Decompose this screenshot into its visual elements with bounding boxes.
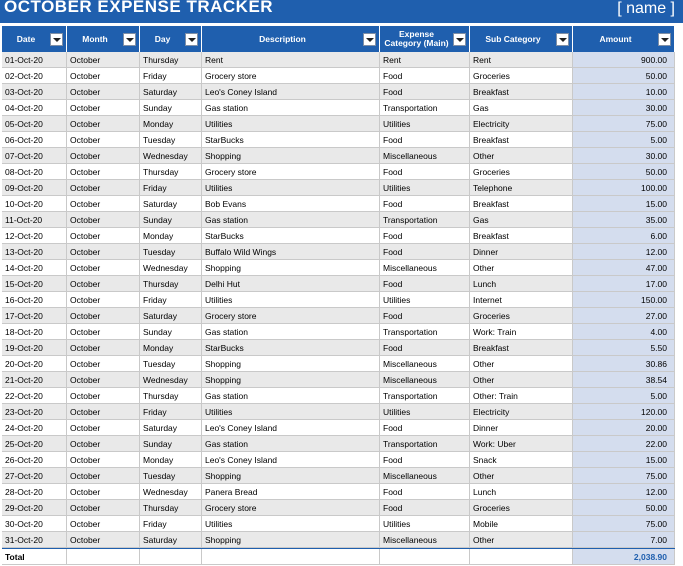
- subcategory-cell[interactable]: Internet: [470, 292, 573, 308]
- month-cell[interactable]: October: [67, 388, 140, 404]
- total-label: Total: [2, 549, 67, 565]
- filter-dropdown-icon[interactable]: [123, 33, 136, 46]
- table-row: [2, 532, 675, 548]
- table-row: [2, 228, 675, 244]
- month-cell[interactable]: October: [67, 116, 140, 132]
- description-cell[interactable]: Utilities: [202, 404, 380, 420]
- table-row: [2, 500, 675, 516]
- description-cell[interactable]: Gas station: [202, 212, 380, 228]
- month-cell[interactable]: October: [67, 164, 140, 180]
- description-cell[interactable]: Shopping: [202, 356, 380, 372]
- subcategory-cell[interactable]: Electricity: [470, 404, 573, 420]
- date-cell[interactable]: 27-Oct-20: [2, 468, 67, 484]
- amount-cell[interactable]: 12.00: [573, 244, 675, 260]
- date-cell[interactable]: 31-Oct-20: [2, 532, 67, 548]
- day-cell[interactable]: Wednesday: [140, 260, 202, 276]
- day-cell[interactable]: Sunday: [140, 100, 202, 116]
- category-cell[interactable]: Food: [380, 132, 470, 148]
- description-cell[interactable]: Bob Evans: [202, 196, 380, 212]
- date-cell[interactable]: 19-Oct-20: [2, 340, 67, 356]
- name-field[interactable]: [ name ]: [617, 0, 675, 17]
- amount-cell[interactable]: 5.50: [573, 340, 675, 356]
- day-cell[interactable]: Tuesday: [140, 244, 202, 260]
- total-row: [2, 548, 675, 565]
- subcategory-cell[interactable]: Telephone: [470, 180, 573, 196]
- day-cell[interactable]: Friday: [140, 404, 202, 420]
- subcategory-cell[interactable]: Breakfast: [470, 132, 573, 148]
- date-cell[interactable]: 03-Oct-20: [2, 84, 67, 100]
- description-cell[interactable]: Delhi Hut: [202, 276, 380, 292]
- description-cell[interactable]: Grocery store: [202, 164, 380, 180]
- date-cell[interactable]: 07-Oct-20: [2, 148, 67, 164]
- month-cell[interactable]: October: [67, 148, 140, 164]
- category-cell[interactable]: Transportation: [380, 388, 470, 404]
- date-cell[interactable]: 10-Oct-20: [2, 196, 67, 212]
- description-cell[interactable]: Leo's Coney Island: [202, 420, 380, 436]
- description-cell[interactable]: Rent: [202, 52, 380, 68]
- description-cell[interactable]: Grocery store: [202, 308, 380, 324]
- table-row: [2, 388, 675, 404]
- category-cell[interactable]: Food: [380, 276, 470, 292]
- table-row: [2, 212, 675, 228]
- date-cell[interactable]: 17-Oct-20: [2, 308, 67, 324]
- amount-cell[interactable]: 22.00: [573, 436, 675, 452]
- date-cell[interactable]: 11-Oct-20: [2, 212, 67, 228]
- month-cell[interactable]: October: [67, 436, 140, 452]
- category-cell[interactable]: Food: [380, 84, 470, 100]
- subcategory-cell[interactable]: Mobile: [470, 516, 573, 532]
- day-cell[interactable]: Monday: [140, 116, 202, 132]
- table-row: [2, 468, 675, 484]
- category-cell[interactable]: Food: [380, 340, 470, 356]
- amount-cell[interactable]: 35.00: [573, 212, 675, 228]
- table-row: [2, 196, 675, 212]
- expense-table: [2, 26, 675, 565]
- category-cell[interactable]: Utilities: [380, 404, 470, 420]
- subcategory-cell[interactable]: Other: [470, 532, 573, 548]
- subcategory-cell[interactable]: Breakfast: [470, 228, 573, 244]
- month-cell[interactable]: October: [67, 420, 140, 436]
- month-cell[interactable]: October: [67, 244, 140, 260]
- date-cell[interactable]: 25-Oct-20: [2, 436, 67, 452]
- subcategory-cell[interactable]: Lunch: [470, 276, 573, 292]
- category-cell[interactable]: Food: [380, 228, 470, 244]
- table-row: [2, 276, 675, 292]
- description-cell[interactable]: Utilities: [202, 516, 380, 532]
- description-cell[interactable]: Shopping: [202, 532, 380, 548]
- description-cell[interactable]: Shopping: [202, 372, 380, 388]
- table-row: [2, 68, 675, 84]
- description-cell[interactable]: Buffalo Wild Wings: [202, 244, 380, 260]
- day-cell[interactable]: Friday: [140, 292, 202, 308]
- category-cell[interactable]: Transportation: [380, 436, 470, 452]
- date-cell[interactable]: 29-Oct-20: [2, 500, 67, 516]
- month-cell[interactable]: October: [67, 276, 140, 292]
- subcategory-cell[interactable]: Work: Train: [470, 324, 573, 340]
- day-cell[interactable]: Tuesday: [140, 356, 202, 372]
- subcategory-cell[interactable]: Dinner: [470, 244, 573, 260]
- amount-cell[interactable]: 5.00: [573, 132, 675, 148]
- table-row: [2, 116, 675, 132]
- category-cell[interactable]: Miscellaneous: [380, 532, 470, 548]
- day-cell[interactable]: Thursday: [140, 500, 202, 516]
- table-row: [2, 356, 675, 372]
- filter-dropdown-icon[interactable]: [363, 33, 376, 46]
- category-cell[interactable]: Food: [380, 244, 470, 260]
- category-cell[interactable]: Food: [380, 68, 470, 84]
- amount-cell[interactable]: 12.00: [573, 484, 675, 500]
- month-cell[interactable]: October: [67, 468, 140, 484]
- day-cell[interactable]: Thursday: [140, 52, 202, 68]
- category-cell[interactable]: Rent: [380, 52, 470, 68]
- category-cell[interactable]: Utilities: [380, 116, 470, 132]
- table-row: [2, 292, 675, 308]
- amount-cell[interactable]: 38.54: [573, 372, 675, 388]
- day-cell[interactable]: Sunday: [140, 436, 202, 452]
- description-cell[interactable]: Gas station: [202, 100, 380, 116]
- amount-cell[interactable]: 17.00: [573, 276, 675, 292]
- amount-cell[interactable]: 30.00: [573, 100, 675, 116]
- month-cell[interactable]: October: [67, 180, 140, 196]
- title-bar: [0, 0, 683, 23]
- table-row: [2, 100, 675, 116]
- month-cell[interactable]: October: [67, 68, 140, 84]
- subcategory-cell[interactable]: Other: [470, 372, 573, 388]
- table-row: [2, 404, 675, 420]
- category-cell[interactable]: Food: [380, 308, 470, 324]
- day-cell[interactable]: Saturday: [140, 196, 202, 212]
- filter-dropdown-icon[interactable]: [185, 33, 198, 46]
- subcategory-cell[interactable]: Work: Uber: [470, 436, 573, 452]
- description-cell[interactable]: Gas station: [202, 388, 380, 404]
- category-cell[interactable]: Transportation: [380, 324, 470, 340]
- filter-dropdown-icon[interactable]: [453, 33, 466, 46]
- category-cell[interactable]: Utilities: [380, 180, 470, 196]
- table-row: [2, 484, 675, 500]
- table-row: [2, 452, 675, 468]
- date-cell[interactable]: 30-Oct-20: [2, 516, 67, 532]
- month-cell[interactable]: October: [67, 404, 140, 420]
- description-cell[interactable]: Gas station: [202, 436, 380, 452]
- month-cell[interactable]: October: [67, 100, 140, 116]
- day-cell[interactable]: Friday: [140, 180, 202, 196]
- date-cell[interactable]: 05-Oct-20: [2, 116, 67, 132]
- amount-cell[interactable]: 30.86: [573, 356, 675, 372]
- category-cell[interactable]: Miscellaneous: [380, 468, 470, 484]
- subcategory-cell[interactable]: Other: [470, 148, 573, 164]
- date-cell[interactable]: 28-Oct-20: [2, 484, 67, 500]
- month-cell[interactable]: October: [67, 132, 140, 148]
- col-header-category: Expense Category (Main): [380, 26, 470, 52]
- description-cell[interactable]: StarBucks: [202, 340, 380, 356]
- day-cell[interactable]: Friday: [140, 516, 202, 532]
- table-row: [2, 132, 675, 148]
- month-cell[interactable]: October: [67, 500, 140, 516]
- table-row: [2, 84, 675, 100]
- amount-cell[interactable]: 20.00: [573, 420, 675, 436]
- category-cell[interactable]: Food: [380, 500, 470, 516]
- day-cell[interactable]: Wednesday: [140, 148, 202, 164]
- day-cell[interactable]: Sunday: [140, 324, 202, 340]
- table-row: [2, 164, 675, 180]
- date-cell[interactable]: 14-Oct-20: [2, 260, 67, 276]
- month-cell[interactable]: October: [67, 196, 140, 212]
- day-cell[interactable]: Wednesday: [140, 372, 202, 388]
- table-row: [2, 308, 675, 324]
- month-cell[interactable]: October: [67, 516, 140, 532]
- amount-cell[interactable]: 15.00: [573, 196, 675, 212]
- amount-cell[interactable]: 30.00: [573, 148, 675, 164]
- month-cell[interactable]: October: [67, 356, 140, 372]
- amount-cell[interactable]: 100.00: [573, 180, 675, 196]
- subcategory-cell[interactable]: Breakfast: [470, 196, 573, 212]
- category-cell[interactable]: Transportation: [380, 212, 470, 228]
- subcategory-cell[interactable]: Gas: [470, 212, 573, 228]
- day-cell[interactable]: Tuesday: [140, 468, 202, 484]
- day-cell[interactable]: Saturday: [140, 308, 202, 324]
- table-row: [2, 436, 675, 452]
- month-cell[interactable]: October: [67, 532, 140, 548]
- subcategory-cell[interactable]: Groceries: [470, 164, 573, 180]
- date-cell[interactable]: 06-Oct-20: [2, 132, 67, 148]
- date-cell[interactable]: 02-Oct-20: [2, 68, 67, 84]
- category-cell[interactable]: Utilities: [380, 516, 470, 532]
- date-cell[interactable]: 12-Oct-20: [2, 228, 67, 244]
- category-cell[interactable]: Miscellaneous: [380, 148, 470, 164]
- subcategory-cell[interactable]: Snack: [470, 452, 573, 468]
- amount-cell[interactable]: 6.00: [573, 228, 675, 244]
- description-cell[interactable]: Grocery store: [202, 500, 380, 516]
- table-row: [2, 180, 675, 196]
- description-cell[interactable]: Shopping: [202, 468, 380, 484]
- date-cell[interactable]: 26-Oct-20: [2, 452, 67, 468]
- col-header-day: Day: [140, 26, 202, 52]
- date-cell[interactable]: 20-Oct-20: [2, 356, 67, 372]
- amount-cell[interactable]: 120.00: [573, 404, 675, 420]
- filter-dropdown-icon[interactable]: [556, 33, 569, 46]
- amount-cell[interactable]: 4.00: [573, 324, 675, 340]
- description-cell[interactable]: Leo's Coney Island: [202, 452, 380, 468]
- col-header-description: Description: [202, 26, 380, 52]
- amount-cell[interactable]: 27.00: [573, 308, 675, 324]
- date-cell[interactable]: 22-Oct-20: [2, 388, 67, 404]
- subcategory-cell[interactable]: Rent: [470, 52, 573, 68]
- table-row: [2, 340, 675, 356]
- subcategory-cell[interactable]: Lunch: [470, 484, 573, 500]
- subcategory-cell[interactable]: Electricity: [470, 116, 573, 132]
- table-row: [2, 148, 675, 164]
- date-cell[interactable]: 16-Oct-20: [2, 292, 67, 308]
- day-cell[interactable]: Thursday: [140, 164, 202, 180]
- category-cell[interactable]: Food: [380, 164, 470, 180]
- amount-cell[interactable]: 75.00: [573, 116, 675, 132]
- month-cell[interactable]: October: [67, 452, 140, 468]
- category-cell[interactable]: Food: [380, 196, 470, 212]
- description-cell[interactable]: Gas station: [202, 324, 380, 340]
- amount-cell[interactable]: 900.00: [573, 52, 675, 68]
- day-cell[interactable]: Thursday: [140, 388, 202, 404]
- date-cell[interactable]: 08-Oct-20: [2, 164, 67, 180]
- category-cell[interactable]: Utilities: [380, 292, 470, 308]
- day-cell[interactable]: Wednesday: [140, 484, 202, 500]
- day-cell[interactable]: Monday: [140, 340, 202, 356]
- category-cell[interactable]: Miscellaneous: [380, 372, 470, 388]
- month-cell[interactable]: October: [67, 84, 140, 100]
- month-cell[interactable]: October: [67, 324, 140, 340]
- amount-cell[interactable]: 15.00: [573, 452, 675, 468]
- date-cell[interactable]: 09-Oct-20: [2, 180, 67, 196]
- table-row: [2, 52, 675, 68]
- category-cell[interactable]: Food: [380, 420, 470, 436]
- subcategory-cell[interactable]: Gas: [470, 100, 573, 116]
- table-row: [2, 372, 675, 388]
- sheet-title: OCTOBER EXPENSE TRACKER: [4, 0, 274, 16]
- subcategory-cell[interactable]: Other: [470, 468, 573, 484]
- description-cell[interactable]: Utilities: [202, 116, 380, 132]
- day-cell[interactable]: Saturday: [140, 420, 202, 436]
- amount-cell[interactable]: 10.00: [573, 84, 675, 100]
- month-cell[interactable]: October: [67, 308, 140, 324]
- col-header-amount: Amount: [573, 26, 675, 52]
- day-cell[interactable]: Monday: [140, 228, 202, 244]
- subcategory-cell[interactable]: Groceries: [470, 308, 573, 324]
- category-cell[interactable]: Miscellaneous: [380, 356, 470, 372]
- description-cell[interactable]: StarBucks: [202, 132, 380, 148]
- date-cell[interactable]: 04-Oct-20: [2, 100, 67, 116]
- amount-cell[interactable]: 7.00: [573, 532, 675, 548]
- month-cell[interactable]: October: [67, 212, 140, 228]
- month-cell[interactable]: October: [67, 52, 140, 68]
- description-cell[interactable]: StarBucks: [202, 228, 380, 244]
- amount-cell[interactable]: 150.00: [573, 292, 675, 308]
- month-cell[interactable]: October: [67, 260, 140, 276]
- description-cell[interactable]: Shopping: [202, 148, 380, 164]
- subcategory-cell[interactable]: Dinner: [470, 420, 573, 436]
- day-cell[interactable]: Thursday: [140, 276, 202, 292]
- subcategory-cell[interactable]: Breakfast: [470, 84, 573, 100]
- subcategory-cell[interactable]: Groceries: [470, 500, 573, 516]
- table-header: [2, 26, 675, 52]
- category-cell[interactable]: Miscellaneous: [380, 260, 470, 276]
- date-cell[interactable]: 18-Oct-20: [2, 324, 67, 340]
- day-cell[interactable]: Sunday: [140, 212, 202, 228]
- col-header-month: Month: [67, 26, 140, 52]
- amount-cell[interactable]: 50.00: [573, 500, 675, 516]
- table-row: [2, 324, 675, 340]
- description-cell[interactable]: Panera Bread: [202, 484, 380, 500]
- subcategory-cell[interactable]: Breakfast: [470, 340, 573, 356]
- table-row: [2, 244, 675, 260]
- description-cell[interactable]: Grocery store: [202, 68, 380, 84]
- subcategory-cell[interactable]: Other: [470, 260, 573, 276]
- description-cell[interactable]: Shopping: [202, 260, 380, 276]
- subcategory-cell[interactable]: Other: Train: [470, 388, 573, 404]
- amount-cell[interactable]: 47.00: [573, 260, 675, 276]
- amount-cell[interactable]: 75.00: [573, 468, 675, 484]
- date-cell[interactable]: 15-Oct-20: [2, 276, 67, 292]
- total-amount: 2,038.90: [573, 549, 675, 565]
- amount-cell[interactable]: 5.00: [573, 388, 675, 404]
- month-cell[interactable]: October: [67, 292, 140, 308]
- month-cell[interactable]: October: [67, 484, 140, 500]
- month-cell[interactable]: October: [67, 228, 140, 244]
- category-cell[interactable]: Food: [380, 452, 470, 468]
- col-header-date: Date: [2, 26, 67, 52]
- table-body: [2, 52, 675, 548]
- amount-cell[interactable]: 50.00: [573, 164, 675, 180]
- filter-dropdown-icon[interactable]: [658, 33, 671, 46]
- category-cell[interactable]: Transportation: [380, 100, 470, 116]
- description-cell[interactable]: Leo's Coney Island: [202, 84, 380, 100]
- day-cell[interactable]: Tuesday: [140, 132, 202, 148]
- description-cell[interactable]: Utilities: [202, 180, 380, 196]
- amount-cell[interactable]: 50.00: [573, 68, 675, 84]
- date-cell[interactable]: 01-Oct-20: [2, 52, 67, 68]
- day-cell[interactable]: Saturday: [140, 84, 202, 100]
- subcategory-cell[interactable]: Other: [470, 356, 573, 372]
- subcategory-cell[interactable]: Groceries: [470, 68, 573, 84]
- col-header-subcategory: Sub Category: [470, 26, 573, 52]
- date-cell[interactable]: 13-Oct-20: [2, 244, 67, 260]
- month-cell[interactable]: October: [67, 340, 140, 356]
- amount-cell[interactable]: 75.00: [573, 516, 675, 532]
- table-row: [2, 260, 675, 276]
- table-row: [2, 420, 675, 436]
- table-row: [2, 516, 675, 532]
- day-cell[interactable]: Monday: [140, 452, 202, 468]
- month-cell[interactable]: October: [67, 372, 140, 388]
- filter-dropdown-icon[interactable]: [50, 33, 63, 46]
- date-cell[interactable]: 24-Oct-20: [2, 420, 67, 436]
- description-cell[interactable]: Utilities: [202, 292, 380, 308]
- day-cell[interactable]: Saturday: [140, 532, 202, 548]
- category-cell[interactable]: Food: [380, 484, 470, 500]
- date-cell[interactable]: 23-Oct-20: [2, 404, 67, 420]
- date-cell[interactable]: 21-Oct-20: [2, 372, 67, 388]
- day-cell[interactable]: Friday: [140, 68, 202, 84]
